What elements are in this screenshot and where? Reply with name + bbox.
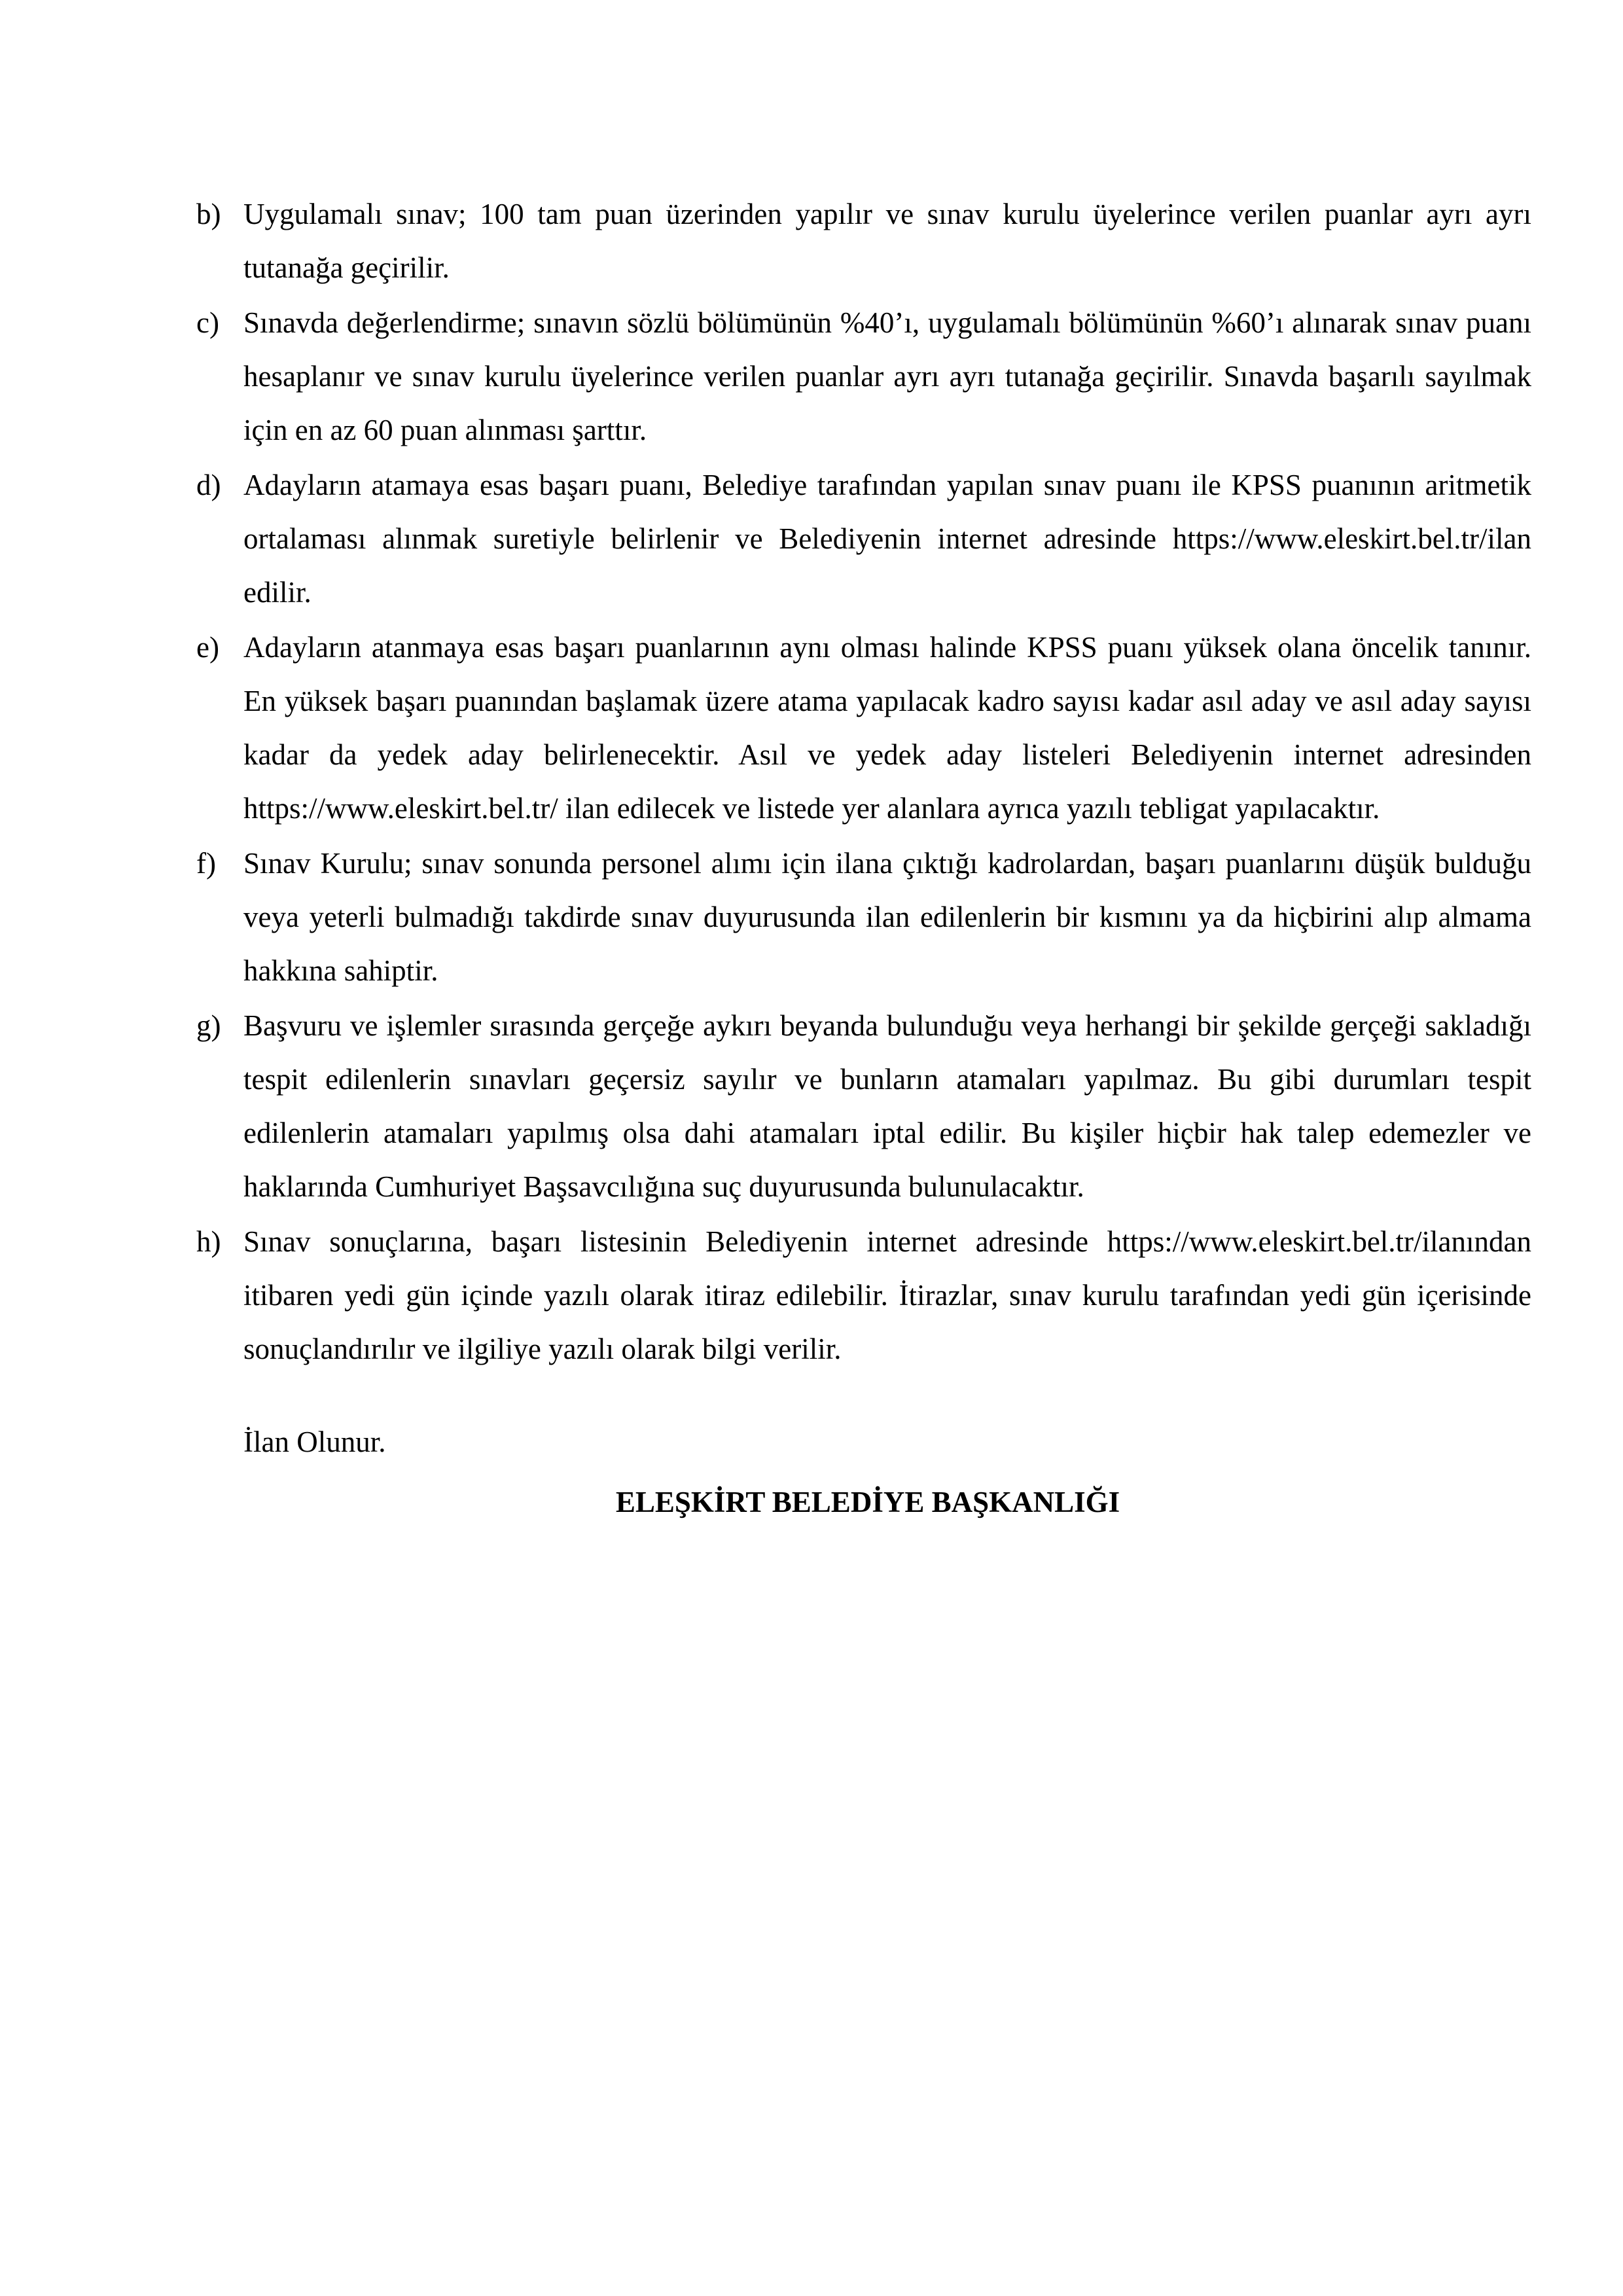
list-item <box>196 620 1531 835</box>
clause-text: Sınav sonuçlarına, başarı listesinin Belediyenin internet adresinde https://www.eleskirt.bel.tr/ilanından itibaren yedi gün içinde yazılı olarak itiraz edilebilir. İtirazlar, sınav kurulu tarafından yedi gün içerisinde sonuçlandırılır ve ilgiliye yazılı olarak bilgi verilir. <box>243 1225 1531 1365</box>
list-item <box>196 458 1531 619</box>
declaration-text: İlan Olunur. <box>243 1426 386 1458</box>
clause-text: Adayların atanmaya esas başarı puanlarının aynı olması halinde KPSS puanı yüksek olana öncelik tanınır. En yüksek başarı puanından başlamak üzere atama yapılacak kadro sayısı kadar asıl aday ve asıl aday sayısı kadar da yedek aday belirlenecektir. Asıl ve yedek aday listeleri Belediyenin internet adresinden https://www.eleskirt.bel.tr/ ilan edilecek ve listede yer alanlara ayrıca yazılı tebligat yapılacaktır. <box>243 631 1531 825</box>
list-marker: f) <box>196 847 216 880</box>
clause-text: Sınav Kurulu; sınav sonunda personel alımı için ilana çıktığı kadrolardan, başarı puanlarını düşük bulduğu veya yeterli bulmadığı takdirde sınav duyurusunda ilan edilenlerin bir kısmını ya da hiçbirini alıp almama hakkına sahiptir. <box>243 847 1531 987</box>
list-item <box>196 999 1531 1213</box>
list-item <box>196 1215 1531 1376</box>
list-item <box>196 836 1531 997</box>
list-marker: h) <box>196 1225 221 1258</box>
clause-text: Uygulamalı sınav; 100 tam puan üzerinden yapılır ve sınav kurulu üyelerince verilen puanlar ayrı ayrı tutanağa geçirilir. <box>243 198 1531 284</box>
list-marker: g) <box>196 1009 221 1042</box>
list-marker: e) <box>196 631 219 664</box>
signature-authority: ELEŞKİRT BELEDİYE BAŞKANLIĞI <box>615 1486 1120 1518</box>
list-marker: d) <box>196 469 221 501</box>
clause-text: Başvuru ve işlemler sırasında gerçeğe aykırı beyanda bulunduğu veya herhangi bir şekilde gerçeği sakladığı tespit edilenlerin sınavları geçersiz sayılır ve bunların atamaları yapılmaz. Bu gibi durumları tespit edilenlerin atamaları yapılmış olsa dahi atamaları iptal edilir. Bu kişiler hiçbir hak talep edemezler ve haklarında Cumhuriyet Başsavcılığına suç duyurusunda bulunulacaktır. <box>243 1009 1531 1203</box>
list-marker: c) <box>196 306 219 339</box>
list-item <box>196 296 1531 457</box>
document-body <box>196 187 1531 1529</box>
clause-text: Adayların atamaya esas başarı puanı, Belediye tarafından yapılan sınav puanı ile KPSS puanının aritmetik ortalaması alınmak suretiyle belirlenir ve Belediyenin internet adresinde https://www.eleskirt.bel.tr/ilan edilir. <box>243 469 1531 609</box>
list-item <box>196 187 1531 295</box>
closing-block <box>196 1415 1531 1529</box>
list-marker: b) <box>196 198 221 230</box>
clause-list <box>196 187 1531 1376</box>
clause-text: Sınavda değerlendirme; sınavın sözlü bölümünün %40’ı, uygulamalı bölümünün %60’ı alınarak sınav puanı hesaplanır ve sınav kurulu üyelerince verilen puanlar ayrı ayrı tutanağa geçirilir. Sınavda başarılı sayılmak için en az 60 puan alınması şarttır. <box>243 306 1531 446</box>
